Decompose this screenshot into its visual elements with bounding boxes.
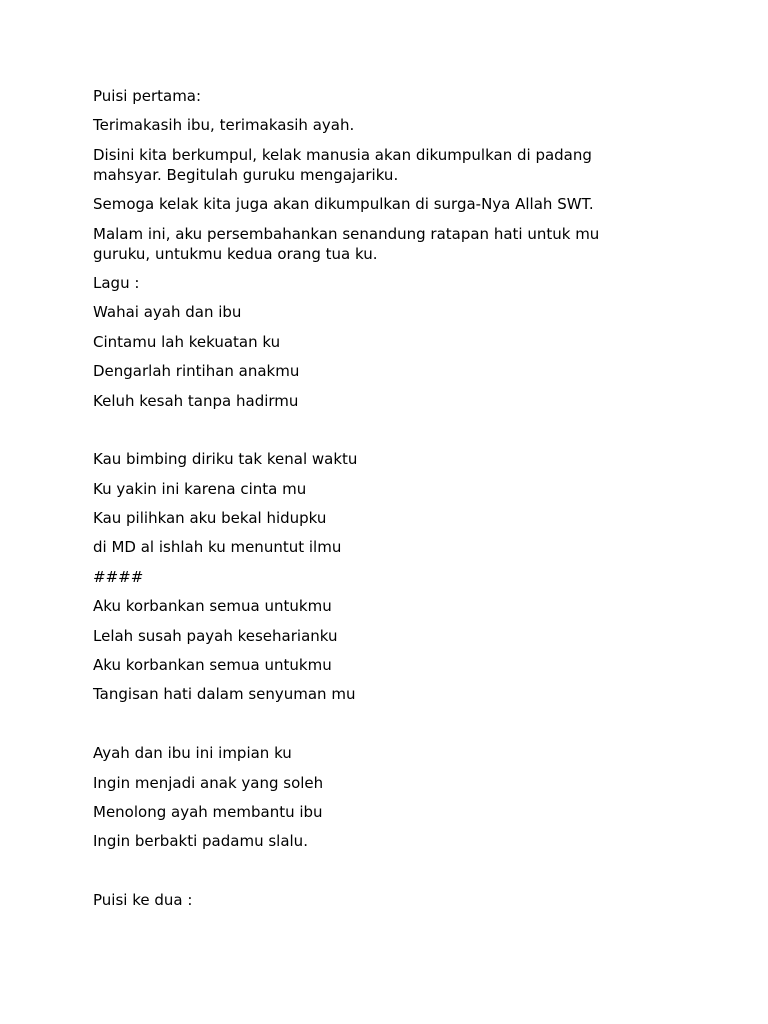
lyric-line: Kau bimbing diriku tak kenal waktu <box>93 450 358 469</box>
paragraph-semoga-kelak: Semoga kelak kita juga akan dikumpulkan di surga-Nya Allah SWT. <box>93 195 594 214</box>
paragraph-terimakasih: Terimakasih ibu, terimakasih ayah. <box>93 116 355 135</box>
lyric-line: Ingin menjadi anak yang soleh <box>93 773 324 792</box>
lyric-line: Dengarlah rintihan anakmu <box>93 362 300 381</box>
lyric-line: Aku korbankan semua untukmu <box>93 597 332 616</box>
paragraph-disini-kita-berkumpul: Disini kita berkumpul, kelak manusia akan dikumpulkan di padang mahsyar. Begitulah guruku mengajariku. <box>93 145 597 184</box>
lyric-line: Ingin berbakti padamu slalu. <box>93 832 308 851</box>
lyric-line: Menolong ayah membantu ibu <box>93 802 323 821</box>
lyric-line: Aku korbankan semua untukmu <box>93 656 332 675</box>
blank-line <box>93 861 653 881</box>
lyric-line: Kau pilihkan aku bekal hidupku <box>93 509 327 528</box>
lyric-line: Keluh kesah tanpa hadirmu <box>93 391 299 410</box>
paragraph-lagu-heading: Lagu : <box>93 273 140 292</box>
paragraph-puisi-ke-dua-heading: Puisi ke dua : <box>93 891 193 910</box>
section-separator: #### <box>93 567 144 586</box>
lyric-line: Ayah dan ibu ini impian ku <box>93 744 292 763</box>
blank-line <box>93 714 653 734</box>
lyric-line: Lelah susah payah keseharianku <box>93 626 338 645</box>
blank-line <box>93 420 653 440</box>
document-page <box>93 86 653 920</box>
paragraph-puisi-pertama-heading: Puisi pertama: <box>93 87 202 105</box>
lyric-line: di MD al ishlah ku menuntut ilmu <box>93 538 342 557</box>
lyric-line: Ku yakin ini karena cinta mu <box>93 479 307 498</box>
lyric-line: Tangisan hati dalam senyuman mu <box>93 685 356 704</box>
lyric-line: Cintamu lah kekuatan ku <box>93 332 281 351</box>
lyric-line: Wahai ayah dan ibu <box>93 303 242 322</box>
paragraph-malam-ini: Malam ini, aku persembahankan senandung ratapan hati untuk mu guruku, untukmu kedua orang tua ku. <box>93 224 605 263</box>
